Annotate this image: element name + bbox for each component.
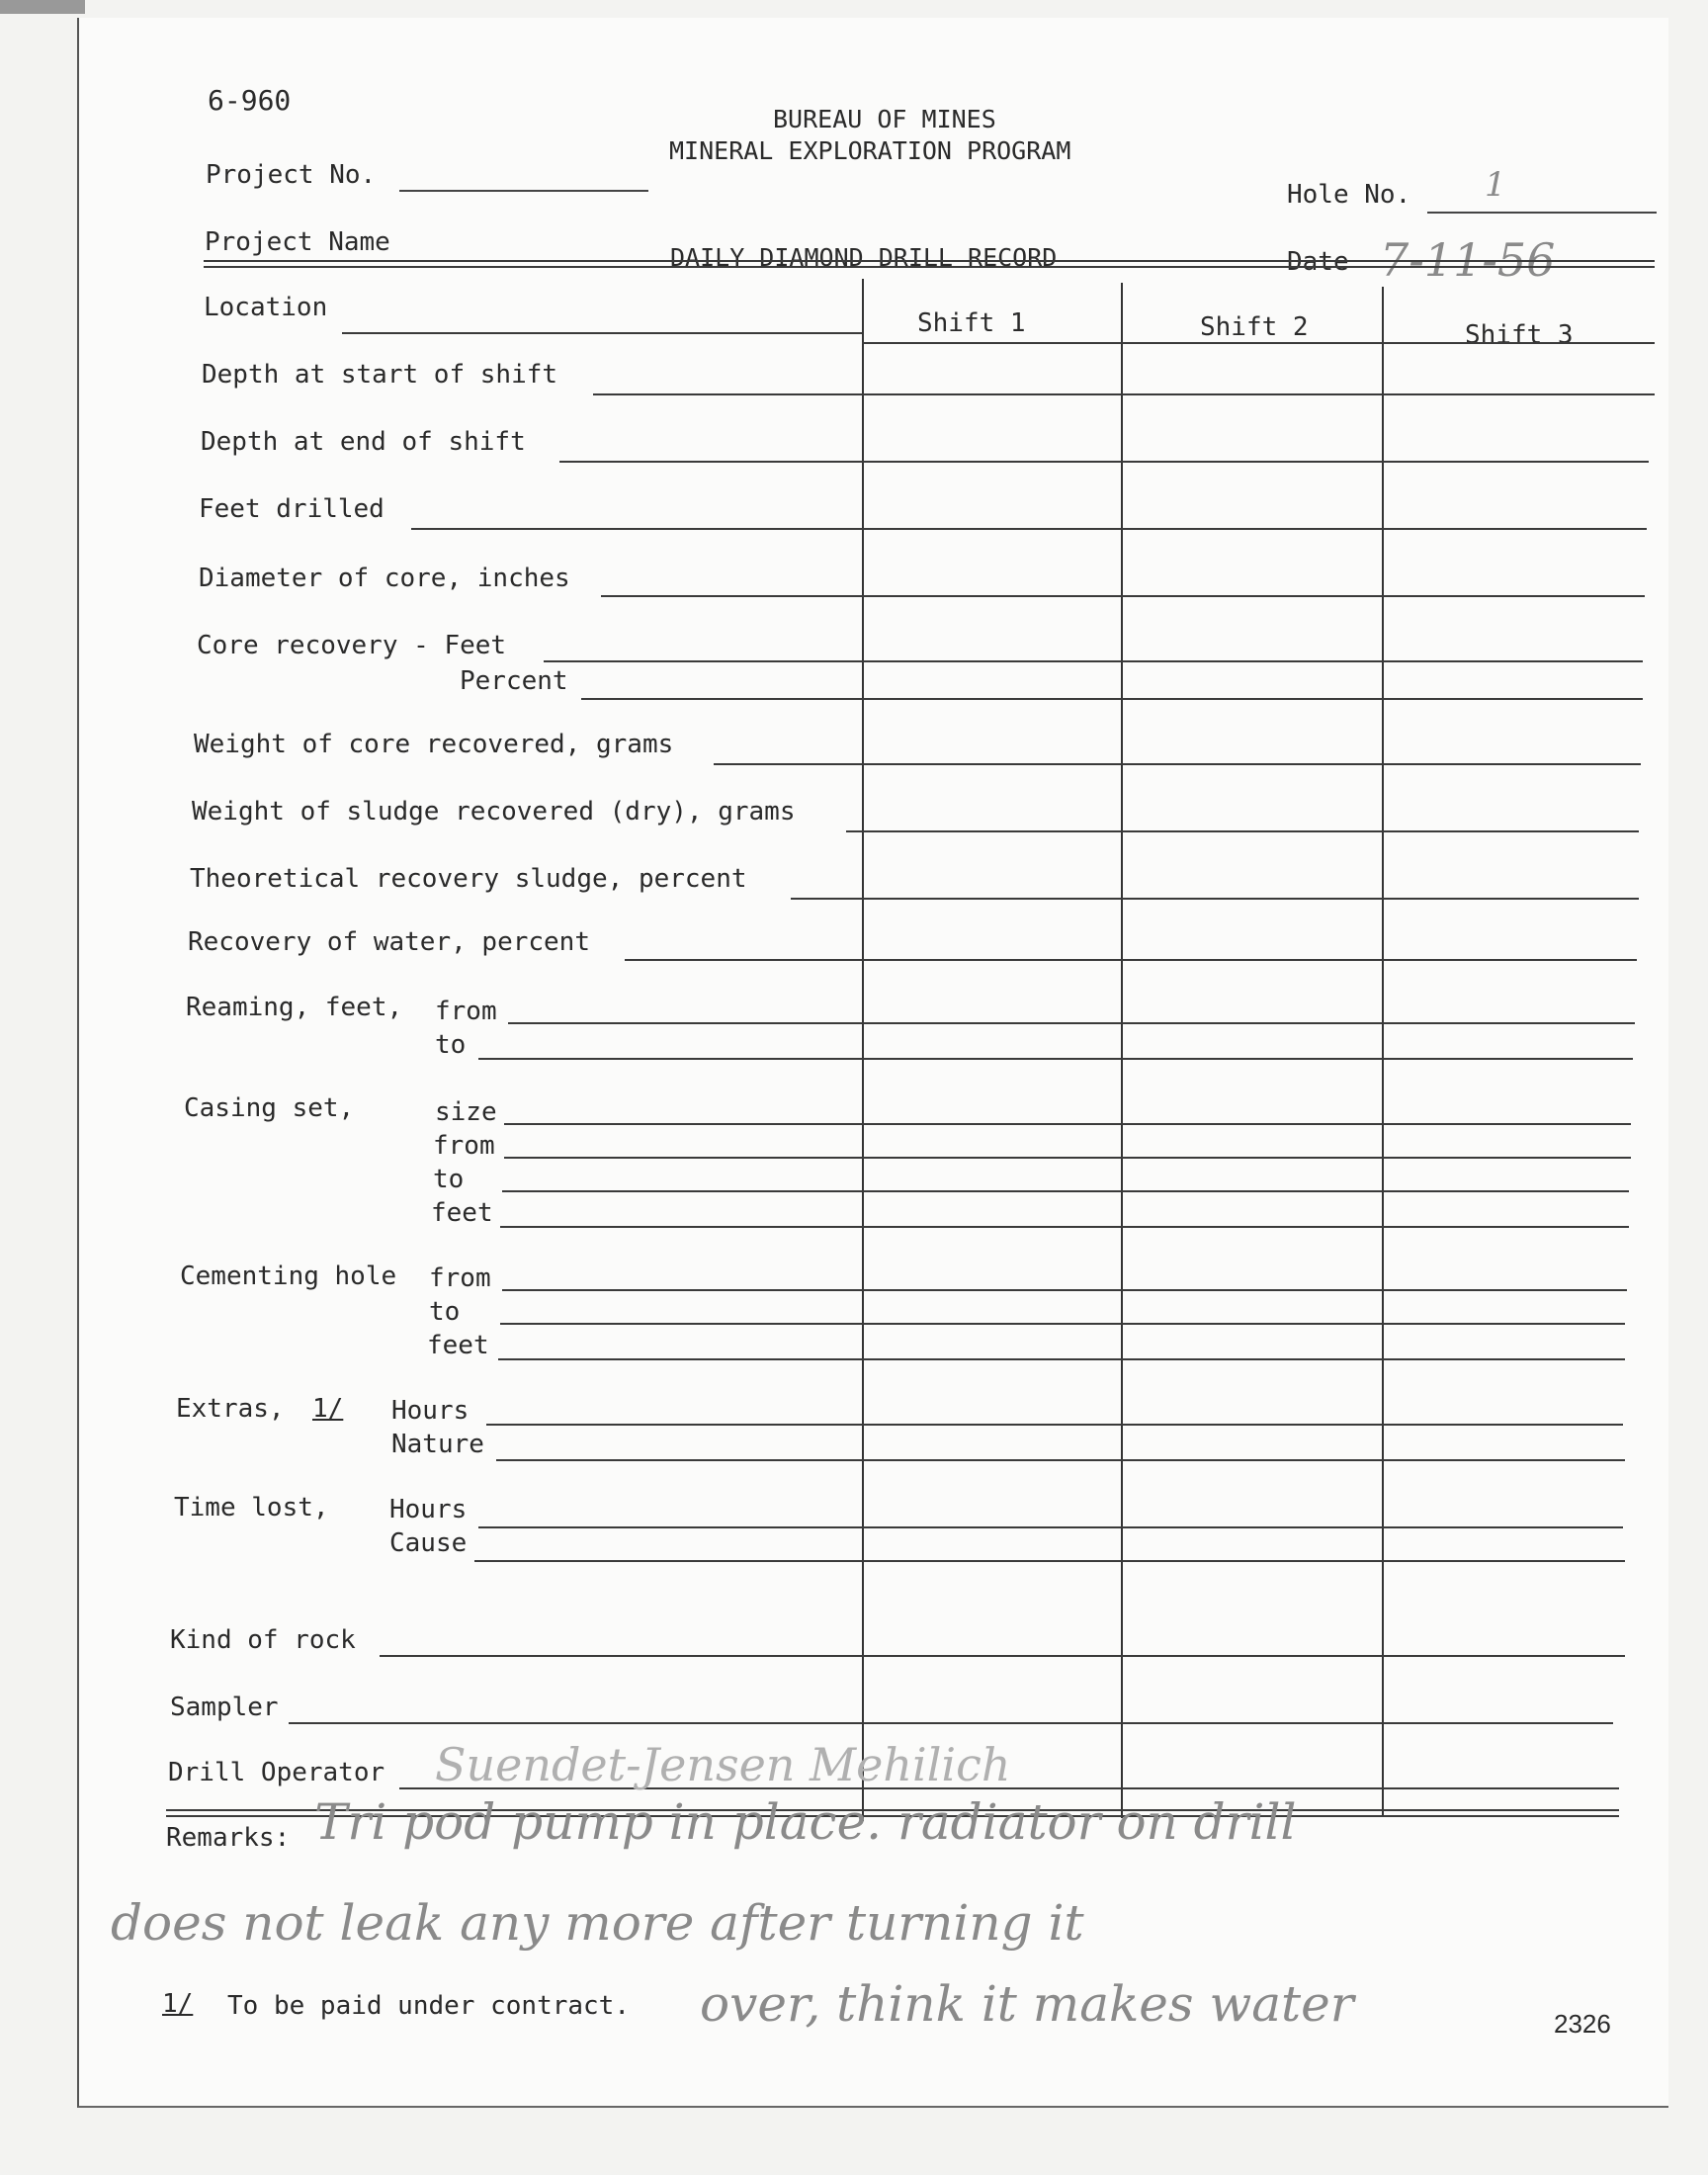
remarks-label: Remarks: bbox=[166, 1823, 291, 1853]
remarks-line-1: Tri pod pump in place. radiator on drill bbox=[314, 1793, 1297, 1851]
project-name-label: Project Name bbox=[205, 227, 390, 257]
drill-operator-signature: Suendet-Jensen Mehilich bbox=[435, 1738, 1011, 1791]
remarks-line-2: does not leak any more after turning it bbox=[111, 1894, 1084, 1952]
date-value: 7-11-56 bbox=[1380, 233, 1556, 287]
row-rule-water[interactable] bbox=[625, 959, 1637, 961]
date-label: Date bbox=[1287, 247, 1349, 277]
remarks-line-3: over, think it makes water bbox=[700, 1975, 1354, 2033]
row-label-diameter: Diameter of core, inches bbox=[199, 564, 570, 593]
row-rule-cementing-from[interactable] bbox=[502, 1289, 1627, 1291]
program-title: MINERAL EXPLORATION PROGRAM bbox=[669, 136, 1071, 165]
row-label-extras: Extras, bbox=[176, 1394, 285, 1424]
column-header-shift-2: Shift 2 bbox=[1200, 312, 1309, 342]
row-rule-casing-from[interactable] bbox=[504, 1157, 1631, 1159]
row-label-sludge-weight: Weight of sludge recovered (dry), grams bbox=[192, 797, 796, 826]
hole-no-label: Hole No. bbox=[1287, 180, 1411, 210]
row-label-cementing-from: from bbox=[429, 1263, 491, 1293]
row-label-depth-start: Depth at start of shift bbox=[202, 360, 558, 390]
row-label-cementing-feet: feet bbox=[427, 1331, 489, 1360]
row-label-cementing-to: to bbox=[429, 1297, 461, 1327]
bureau-title: BUREAU OF MINES bbox=[773, 105, 996, 133]
row-rule-diameter[interactable] bbox=[601, 595, 1645, 597]
row-rule-feet-drilled[interactable] bbox=[411, 528, 1647, 530]
row-rule-reaming-to[interactable] bbox=[478, 1058, 1633, 1060]
row-rule-time-cause[interactable] bbox=[474, 1560, 1625, 1562]
row-label-casing-from: from bbox=[433, 1131, 495, 1161]
row-rule-kind-of-rock[interactable] bbox=[380, 1655, 1625, 1657]
row-label-kind-of-rock: Kind of rock bbox=[170, 1625, 356, 1655]
shift-2-divider bbox=[1121, 283, 1123, 1818]
row-rule-cementing-to[interactable] bbox=[500, 1323, 1625, 1325]
row-rule-casing-feet[interactable] bbox=[500, 1226, 1629, 1228]
row-rule-cementing-feet[interactable] bbox=[498, 1358, 1625, 1360]
row-rule-depth-start[interactable] bbox=[593, 393, 1655, 395]
row-rule-core-weight[interactable] bbox=[714, 763, 1641, 765]
row-label-extras-nature: Nature bbox=[391, 1430, 484, 1459]
row-rule-time-hours[interactable] bbox=[478, 1526, 1623, 1528]
record-title: DAILY DIAMOND DRILL RECORD bbox=[670, 243, 1058, 272]
row-label-cementing: Cementing hole bbox=[180, 1262, 397, 1291]
row-label-theoretical: Theoretical recovery sludge, percent bbox=[190, 864, 747, 894]
location-field[interactable] bbox=[342, 332, 862, 334]
footnote-text: To be paid under contract. bbox=[227, 1991, 630, 2021]
hole-no-value: 1 bbox=[1485, 165, 1506, 205]
row-label-time-hours: Hours bbox=[389, 1495, 468, 1524]
row-label-extras-hours: Hours bbox=[391, 1396, 470, 1426]
row-rule-casing-size[interactable] bbox=[504, 1123, 1631, 1125]
row-label-casing-to: to bbox=[433, 1165, 465, 1194]
row-label-depth-end: Depth at end of shift bbox=[201, 427, 526, 457]
row-label-drill-operator: Drill Operator bbox=[168, 1758, 385, 1787]
extras-footnote-mark: 1/ bbox=[312, 1394, 344, 1424]
project-no-label: Project No. bbox=[206, 160, 377, 190]
footnote-mark: 1/ bbox=[162, 1989, 194, 2019]
row-label-time-lost: Time lost, bbox=[174, 1493, 329, 1522]
row-rule-core-feet[interactable] bbox=[544, 660, 1643, 662]
row-rule-theoretical[interactable] bbox=[791, 898, 1639, 900]
row-rule-extras-hours[interactable] bbox=[486, 1424, 1623, 1426]
row-rule-1 bbox=[862, 342, 1655, 344]
row-label-core-weight: Weight of core recovered, grams bbox=[194, 730, 674, 759]
row-rule-core-percent[interactable] bbox=[581, 698, 1643, 700]
row-rule-reaming-from[interactable] bbox=[508, 1022, 1635, 1024]
hole-no-field[interactable] bbox=[1427, 212, 1657, 214]
header-rule-bottom bbox=[204, 266, 1655, 268]
row-label-casing-size: size bbox=[435, 1097, 497, 1127]
row-label-reaming-from: from bbox=[435, 997, 497, 1026]
row-rule-casing-to[interactable] bbox=[502, 1190, 1629, 1192]
row-rule-extras-nature[interactable] bbox=[496, 1459, 1625, 1461]
row-label-reaming-to: to bbox=[435, 1030, 467, 1060]
row-label-feet-drilled: Feet drilled bbox=[199, 494, 384, 524]
row-label-location: Location bbox=[204, 293, 328, 322]
row-label-water: Recovery of water, percent bbox=[188, 927, 590, 957]
row-label-reaming: Reaming, feet, bbox=[186, 993, 403, 1022]
shift-3-divider bbox=[1382, 287, 1384, 1817]
column-header-shift-3: Shift 3 bbox=[1465, 320, 1574, 350]
scan-corner-mark bbox=[0, 0, 85, 14]
row-label-casing: Casing set, bbox=[184, 1093, 355, 1123]
shift-1-divider bbox=[862, 279, 864, 1821]
row-label-casing-feet: feet bbox=[431, 1198, 493, 1228]
row-label-sampler: Sampler bbox=[170, 1693, 279, 1722]
row-rule-depth-end[interactable] bbox=[559, 461, 1649, 463]
header-rule-top bbox=[204, 260, 1655, 262]
project-no-field[interactable] bbox=[399, 190, 648, 192]
column-header-shift-1: Shift 1 bbox=[917, 308, 1026, 338]
row-rule-sludge-weight[interactable] bbox=[846, 830, 1639, 832]
form-number: 6-960 bbox=[208, 84, 292, 117]
row-label-core-percent: Percent bbox=[460, 666, 568, 696]
page-number: 2326 bbox=[1554, 2009, 1611, 2039]
row-label-core-recovery: Core recovery - Feet bbox=[197, 631, 507, 660]
row-rule-sampler[interactable] bbox=[289, 1722, 1613, 1724]
row-label-time-cause: Cause bbox=[389, 1528, 468, 1558]
